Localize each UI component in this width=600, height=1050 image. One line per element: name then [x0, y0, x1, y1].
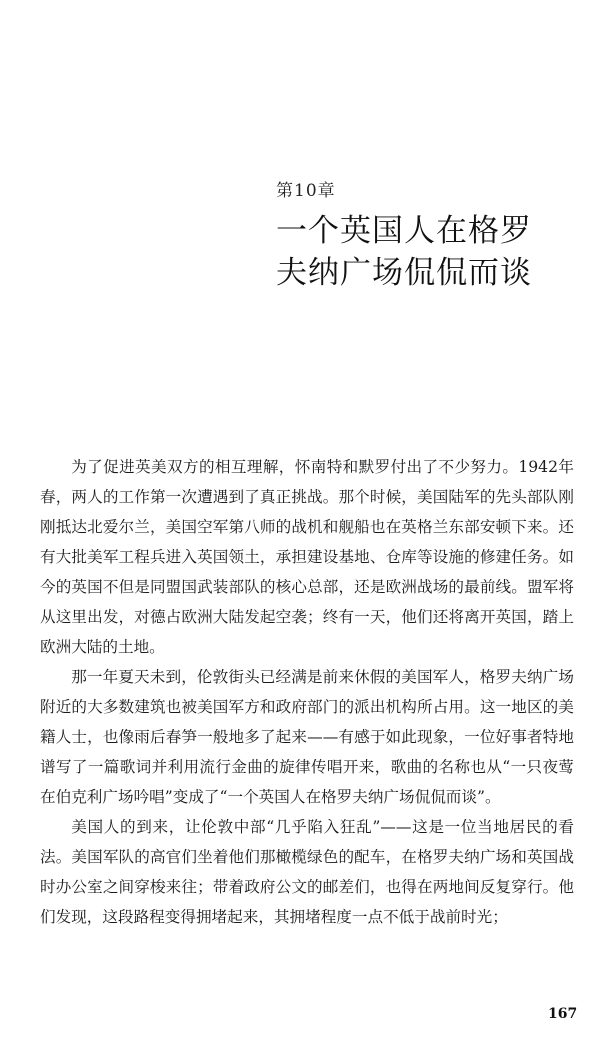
- chapter-label: 第10章: [276, 181, 336, 201]
- chapter-title-line-1: 一个英国人在格罗: [276, 213, 532, 249]
- paragraph-3: 美国人的到来，让伦敦中部“几乎陷入狂乱”——这是一位当地居民的看法。美国军队的高官们坐着他们那橄榄绿色的配车，在格罗夫纳广场和英国战时办公室之间穿梭来往；带着政府公文的邮差们，也得在两地间反复穿行。他们发现，这段路程变得拥堵起来，其拥堵程度一点不低于战前时光；: [40, 818, 574, 926]
- page-number: 167: [548, 1006, 578, 1022]
- paragraph-1: 为了促进英美双方的相互理解，怀南特和默罗付出了不少努力。1942年春，两人的工作第一次遭遇到了真正挑战。那个时候，美国陆军的先头部队刚刚抵达北爱尔兰，美国空军第八师的战机和舰船也在英格兰东部安顿下来。还有大批美军工程兵进入英国领土，承担建设基地、仓库等设施的修建任务。如今的英国不但是同盟国武装部队的核心总部，还是欧洲战场的最前线。盟军将从这里出发，对德占欧洲大陆发起空袭；终有一天，他们还将离开英国，踏上欧洲大陆的土地。: [40, 458, 574, 656]
- chapter-title-line-2: 夫纳广场侃侃而谈: [276, 255, 532, 291]
- body-text: [40, 452, 574, 932]
- paragraph-2: 那一年夏天未到，伦敦街头已经满是前来休假的美国军人，格罗夫纳广场附近的大多数建筑也被美国军方和政府部门的派出机构所占用。这一地区的美籍人士，也像雨后春笋一般地多了起来——有感于如此现象，一位好事者特地谱写了一篇歌词并利用流行金曲的旋律传唱开来，歌曲的名称也从“一只夜莺在伯克利广场吟唱”变成了“一个英国人在格罗夫纳广场侃侃而谈”。: [40, 668, 574, 806]
- chapter-title: [276, 210, 576, 294]
